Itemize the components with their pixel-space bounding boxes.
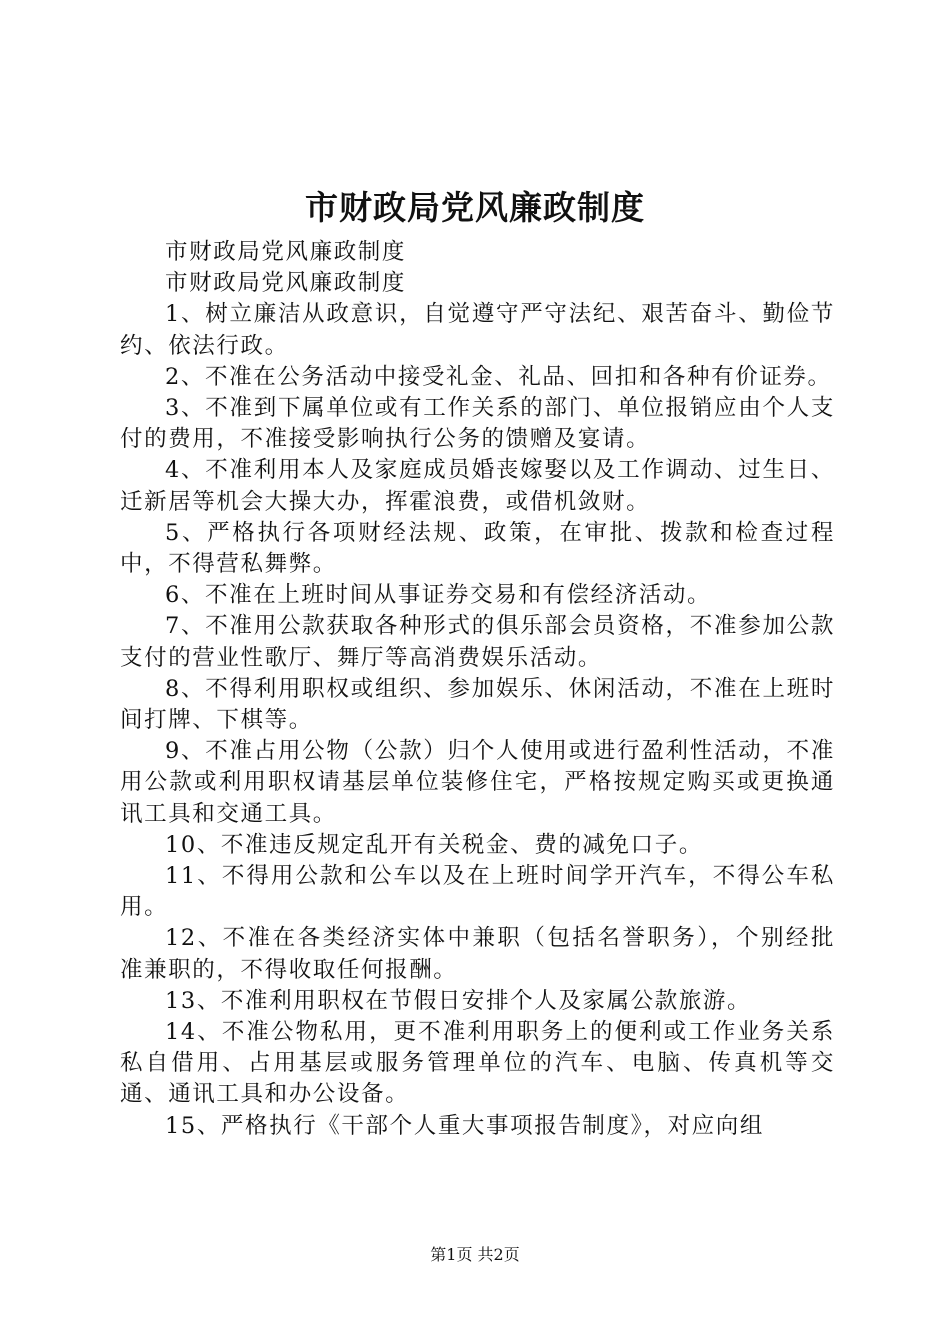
page-number-footer: 第1页 共2页 [430, 1245, 520, 1264]
paragraph: 市财政局党风廉政制度 [165, 270, 407, 297]
paragraph: 4、不准利用本人及家庭成员婚丧嫁娶以及工作调动、过生日、迁新居等机会大操大办，挥霍浪费，或借机敛财。 [120, 457, 835, 515]
paragraph: 1、树立廉洁从政意识，自觉遵守严守法纪、艰苦奋斗、勤俭节约、依法行政。 [120, 301, 835, 359]
paragraph: 15、严格执行《干部个人重大事项报告制度》，对应向组 [165, 1112, 764, 1139]
paragraph: 11、不得用公款和公车以及在上班时间学开汽车，不得公车私用。 [120, 863, 835, 921]
paragraph: 10、不准违反规定乱开有关税金、费的减免口子。 [165, 831, 703, 858]
document-body [120, 237, 835, 1142]
paragraph: 5、严格执行各项财经法规、政策，在审批、拨款和检查过程中，不得营私舞弊。 [120, 519, 835, 578]
paragraph: 9、不准占用公物（公款）归个人使用或进行盈利性活动，不准用公款或利用职权请基层单位装修住宅，严格按规定购买或更换通讯工具和交通工具。 [120, 738, 835, 827]
paragraph: 2、不准在公务活动中接受礼金、礼品、回扣和各种有价证券。 [165, 363, 832, 390]
paragraph: 3、不准到下属单位或有工作关系的部门、单位报销应由个人支付的费用，不准接受影响执行公务的馈赠及宴请。 [120, 395, 835, 453]
paragraph: 14、不准公物私用，更不准利用职务上的便利或工作业务关系私自借用、占用基层或服务管理单位的汽车、电脑、传真机等交通、通讯工具和办公设备。 [120, 1019, 835, 1108]
paragraph: 13、不准利用职权在节假日安排个人及家属公款旅游。 [165, 987, 752, 1014]
paragraph: 市财政局党风廉政制度 [165, 239, 407, 265]
paragraph: 7、不准用公款获取各种形式的俱乐部会员资格，不准参加公款支付的营业性歌厅、舞厅等高消费娱乐活动。 [120, 613, 835, 671]
document-title: 市财政局党风廉政制度 [305, 188, 645, 227]
paragraph: 8、不得利用职权或组织、参加娱乐、休闲活动，不准在上班时间打牌、下棋等。 [120, 675, 835, 734]
paragraph: 6、不准在上班时间从事证券交易和有偿经济活动。 [165, 582, 712, 609]
paragraph: 12、不准在各类经济实体中兼职（包括名誉职务），个别经批准兼职的，不得收取任何报酬。 [120, 925, 835, 983]
